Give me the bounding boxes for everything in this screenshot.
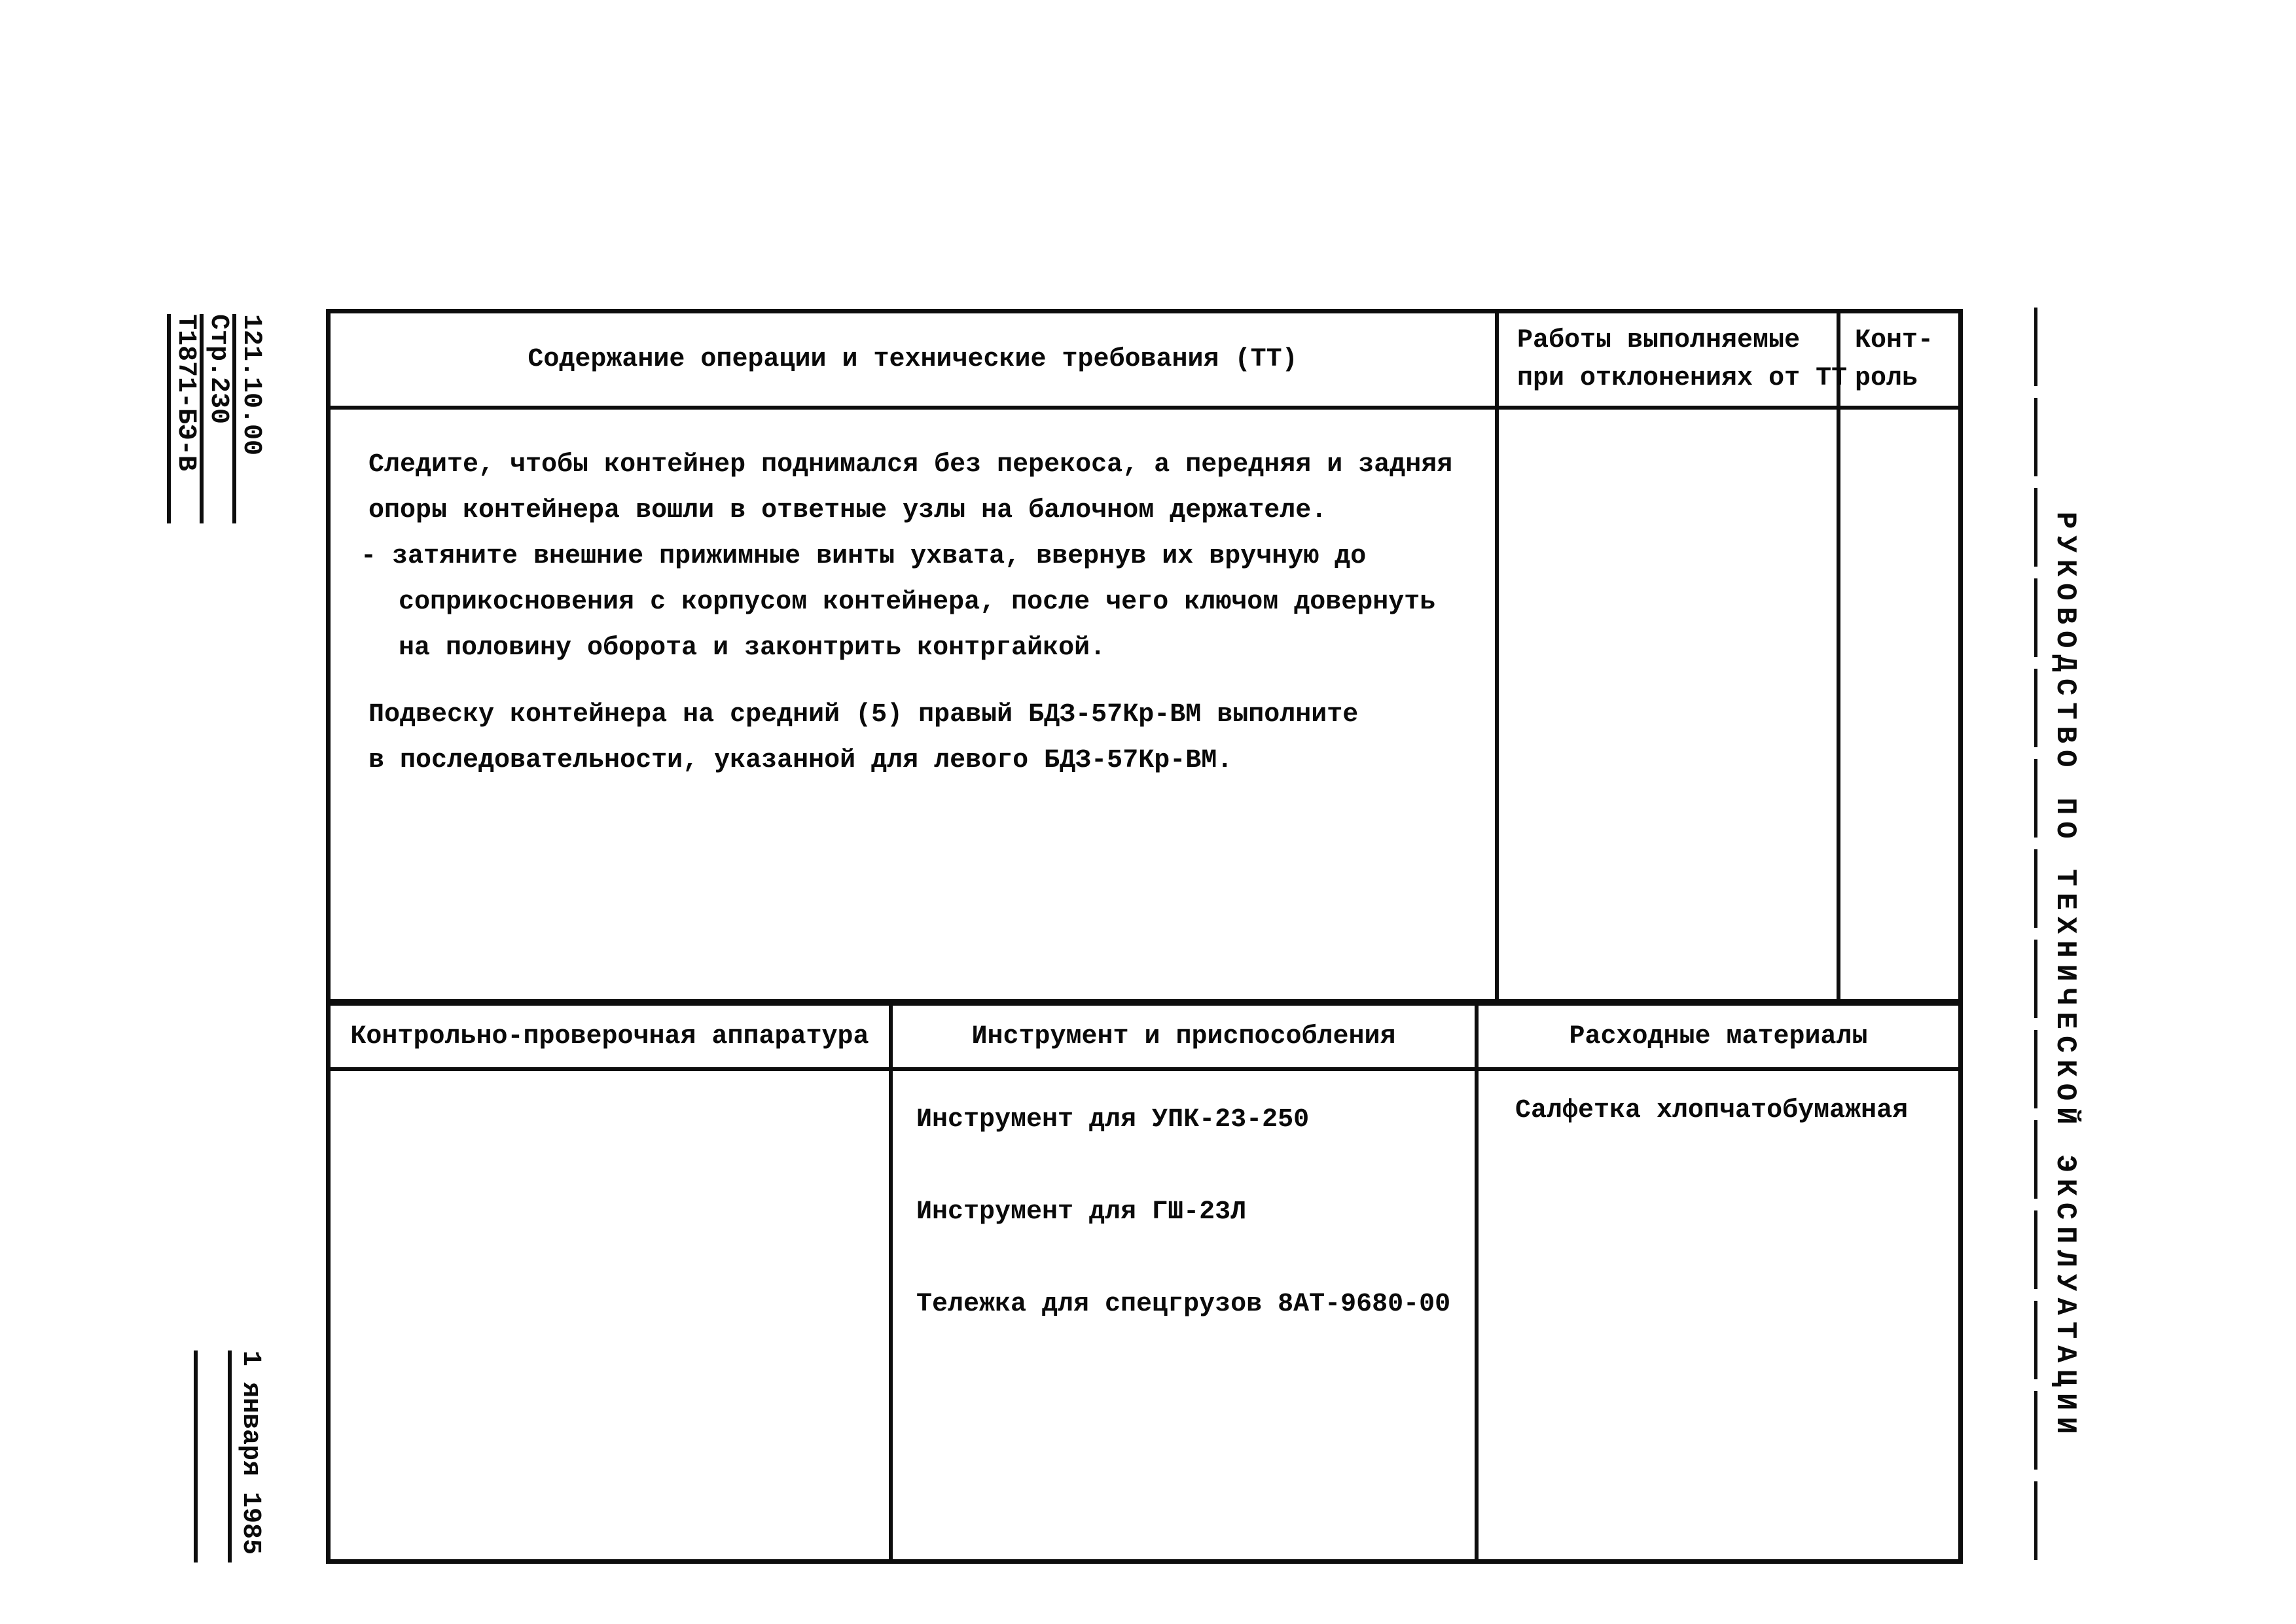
operation-line: Следите, чтобы контейнер поднимался без перекоса, а передняя и задняя: [368, 450, 1453, 480]
date-stamp: [194, 1350, 266, 1562]
operation-line: опоры контейнера вошли в ответные узлы на балочном держателе.: [368, 496, 1327, 525]
equipment-header-tools: [893, 1006, 1475, 1067]
table1-col-divider-2: [1837, 313, 1840, 1003]
operations-header-deviations: [1499, 313, 1851, 406]
operation-line: Подвеску контейнера на средний (5) правый БДЗ-57Кр-ВМ выполните: [368, 700, 1359, 730]
left-margin-stamp: [167, 314, 265, 523]
test-apparatus-cell-empty: [331, 1071, 889, 1559]
operations-header-control: [1840, 313, 1969, 406]
operation-line: в последовательности, указанной для левого БДЗ-57Кр-ВМ.: [368, 746, 1233, 775]
deviations-header-line2: при отклонениях от ТТ: [1517, 363, 1848, 393]
stamp-doc-code: Т1871-БЭ-В: [167, 314, 200, 523]
tools-list: [893, 1071, 1498, 1559]
equipment-header-test-apparatus: [331, 1006, 889, 1067]
date-stamp-text: 1 января 1985: [228, 1350, 266, 1562]
operation-description: [331, 410, 1533, 1028]
consumable-item: Салфетка хлопчатобумажная: [1515, 1096, 1909, 1125]
operation-line: на половину оборота и законтрить контргайкой.: [399, 633, 1106, 663]
control-header-line1: Конт-: [1855, 325, 1934, 355]
operation-line: соприкосновения с корпусом контейнера, после чего ключом довернуть: [399, 588, 1436, 617]
test-apparatus-header-label: Контрольно-проверочная аппаратура: [350, 1021, 869, 1051]
stamp-doc-number: 121.10.00: [232, 314, 265, 523]
right-margin-rule: [2034, 308, 2037, 1565]
operations-header-contents-label: Содержание операции и технические требования (ТТ): [528, 345, 1298, 374]
operations-table: [326, 309, 1963, 1564]
equipment-header-consumables: [1479, 1006, 1958, 1067]
tools-header-label: Инструмент и приспособления: [971, 1021, 1396, 1051]
date-stamp-rule: [194, 1350, 228, 1562]
operations-header-contents: [331, 313, 1495, 406]
operation-line: - затяните внешние прижимные винты ухвата, ввернув их вручную до: [361, 542, 1367, 571]
consumables-header-label: Расходные материалы: [1569, 1021, 1868, 1051]
stamp-page-number: Стр.230: [200, 314, 232, 523]
deviations-header-line1: Работы выполняемые: [1517, 325, 1801, 355]
control-header-line2: роль: [1855, 363, 1918, 393]
consumables-list: [1479, 1071, 1995, 1559]
tool-item: Инструмент для УПК-23-250: [916, 1105, 1310, 1135]
tool-item: Инструмент для ГШ-23Л: [916, 1197, 1247, 1227]
tool-item: Тележка для спецгрузов 8АТ-9680-00: [916, 1290, 1451, 1319]
side-running-title: РУКОВОДСТВО ПО ТЕХНИЧЕСКОЙ ЭКСПЛУАТАЦИИ: [2049, 512, 2081, 1441]
